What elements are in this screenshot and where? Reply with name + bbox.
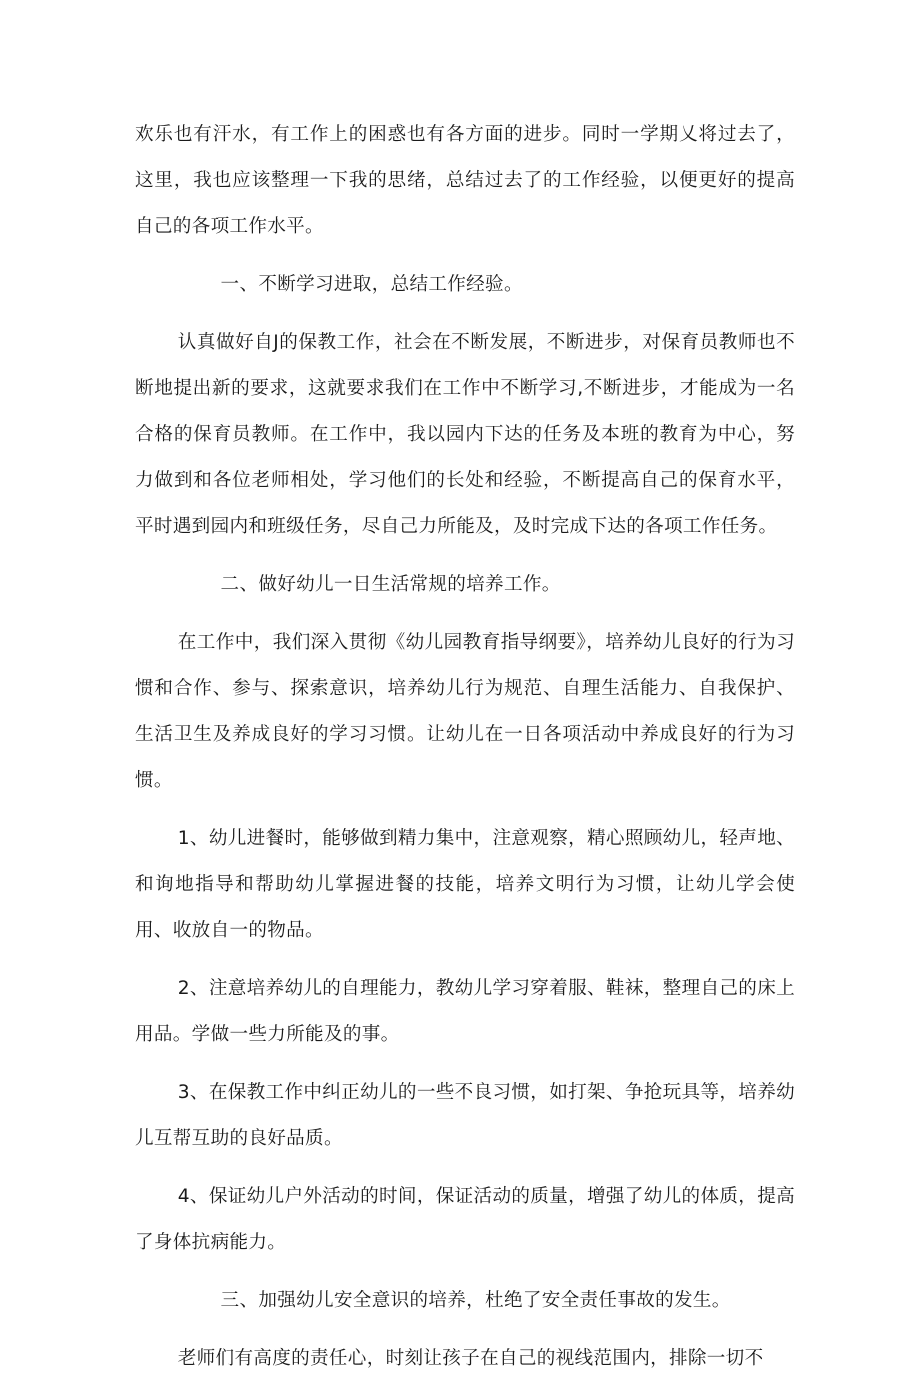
paragraph-body: 老师们有高度的责任心，时刻让孩子在自己的视线范围内，排除一切不	[177, 1348, 764, 1369]
list-item-3: 3、在保教工作中纠正幼儿的一些不良习惯，如打架、争抢玩具等，培养幼儿互帮互助的良好品质。	[135, 1082, 795, 1149]
list-item-2: 2、注意培养幼儿的自理能力，教幼儿学习穿着服、鞋袜，整理自己的床上用品。学做一些力所能及的事。	[135, 978, 795, 1045]
section-heading-1: 一、不断学习进取，总结工作经验。	[220, 274, 523, 295]
list-item-4: 4、保证幼儿户外活动的时间，保证活动的质量，增强了幼儿的体质，提高了身体抗病能力。	[135, 1186, 795, 1253]
paragraph-body: 认真做好自J的保教工作，社会在不断发展，不断进步，对保育员教师也不断地提出新的要求，这就要求我们在工作中不断学习,不断进步，才能成为一名合格的保育员教师。在工作中，我以园内下达的任务及本班的教育为中心，努力做到和各位老师相处，学习他们的长处和经验，不断提高自己的保育水平，平时遇到园内和班级任务，尽自己力所能及，及时完成下达的各项工作任务。	[135, 332, 795, 537]
list-item-1: 1、幼儿进餐时，能够做到精力集中，注意观察，精心照顾幼儿，轻声地、和询地指导和帮助幼儿掌握进餐的技能，培养文明行为习惯，让幼儿学会使用、收放自一的物品。	[135, 828, 795, 941]
paragraph-body: 在工作中，我们深入贯彻《幼儿园教育指导纲要》，培养幼儿良好的行为习惯和合作、参与、探索意识，培养幼儿行为规范、自理生活能力、自我保护、生活卫生及养成良好的学习习惯。让幼儿在一日各项活动中养成良好的行为习惯。	[135, 632, 795, 791]
section-heading-3: 三、加强幼儿安全意识的培养，杜绝了安全责任事故的发生。	[220, 1290, 731, 1311]
section-heading-2: 二、做好幼儿一日生活常规的培养工作。	[220, 574, 561, 595]
paragraph-continuation: 欢乐也有汗水，有工作上的困惑也有各方面的进步。同时一学期乂将过去了，这里，我也应该整理一下我的思绪，总结过去了的工作经验，以便更好的提高自己的各项工作水平。	[135, 124, 795, 237]
document-body	[135, 112, 795, 1382]
